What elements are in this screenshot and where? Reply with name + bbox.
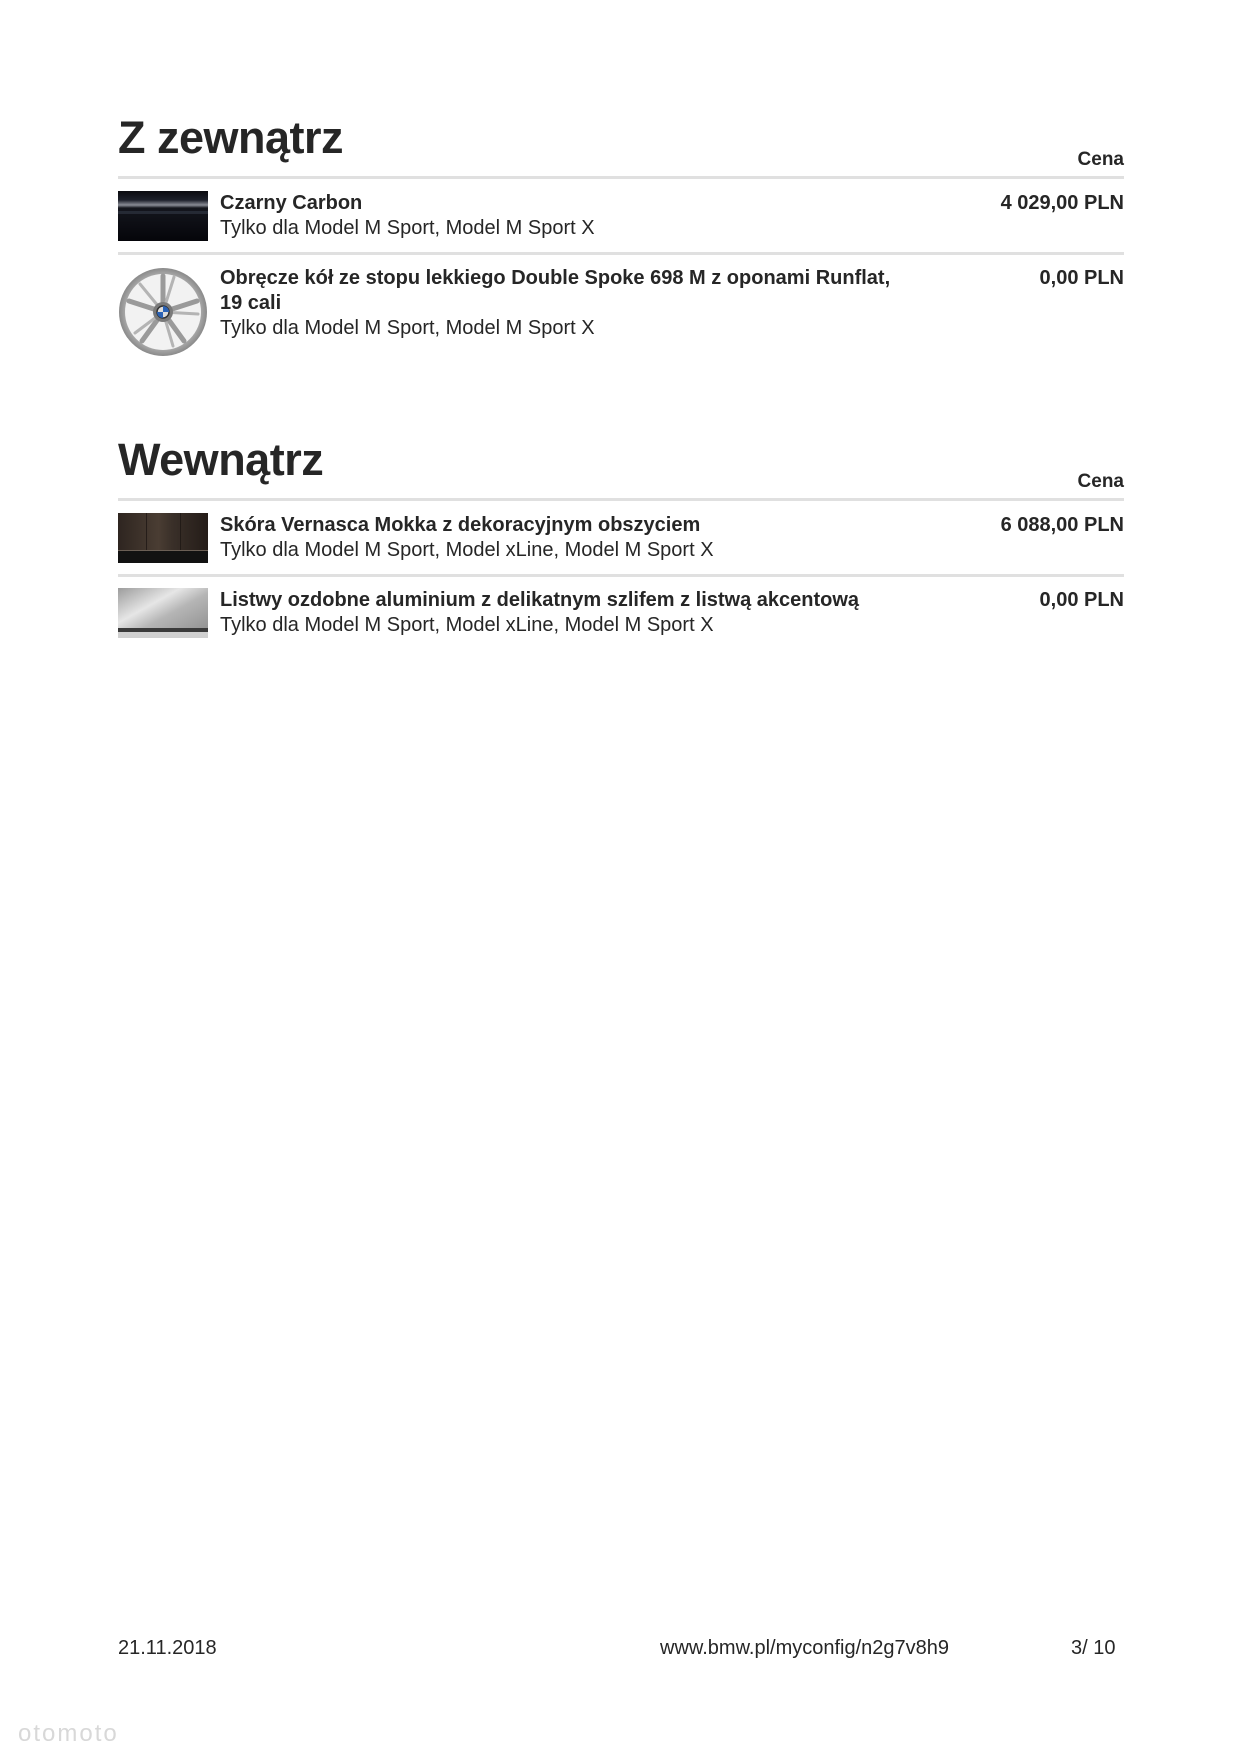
section-title: Wewnątrz <box>118 434 324 485</box>
black-carbon-swatch <box>118 191 208 241</box>
section-title: Z zewnątrz <box>118 112 344 163</box>
item-price: 0,00 PLN <box>1039 267 1124 289</box>
item-availability: Tylko dla Model M Sport, Model xLine, Model M Sport X <box>220 614 714 636</box>
divider <box>118 574 1124 577</box>
footer-page-number: 3/ 10 <box>1071 1637 1116 1659</box>
footer-url[interactable]: www.bmw.pl/myconfig/n2g7v8h9 <box>660 1637 950 1659</box>
item-price: 6 088,00 PLN <box>1000 514 1124 536</box>
section-interior <box>118 434 1124 636</box>
divider <box>118 176 1124 179</box>
watermark: otomoto <box>18 1720 119 1747</box>
price-column-header: Cena <box>1077 471 1124 492</box>
item-title: Skóra Vernasca Mokka z dekoracyjnym obszyciem <box>220 514 701 536</box>
item-availability: Tylko dla Model M Sport, Model M Sport X <box>220 317 595 339</box>
item-price: 4 029,00 PLN <box>1000 192 1124 214</box>
item-availability: Tylko dla Model M Sport, Model xLine, Model M Sport X <box>220 539 714 561</box>
item-title: Obręcze kół ze stopu lekkiego Double Spoke 698 M z oponami Runflat, 19 cali <box>220 267 891 314</box>
section-exterior <box>118 112 1124 339</box>
divider <box>118 498 1124 501</box>
divider <box>118 252 1124 255</box>
item-title: Listwy ozdobne aluminium z delikatnym szlifem z listwą akcentową <box>220 589 860 611</box>
price-column-header: Cena <box>1077 149 1124 170</box>
aluminium-trim-swatch <box>118 588 208 638</box>
item-availability: Tylko dla Model M Sport, Model M Sport X <box>220 217 595 239</box>
item-price: 0,00 PLN <box>1039 589 1124 611</box>
footer-date: 21.11.2018 <box>118 1637 217 1659</box>
item-title: Czarny Carbon <box>220 192 363 214</box>
alloy-wheel-icon <box>118 266 208 358</box>
mokka-leather-swatch <box>118 513 208 563</box>
